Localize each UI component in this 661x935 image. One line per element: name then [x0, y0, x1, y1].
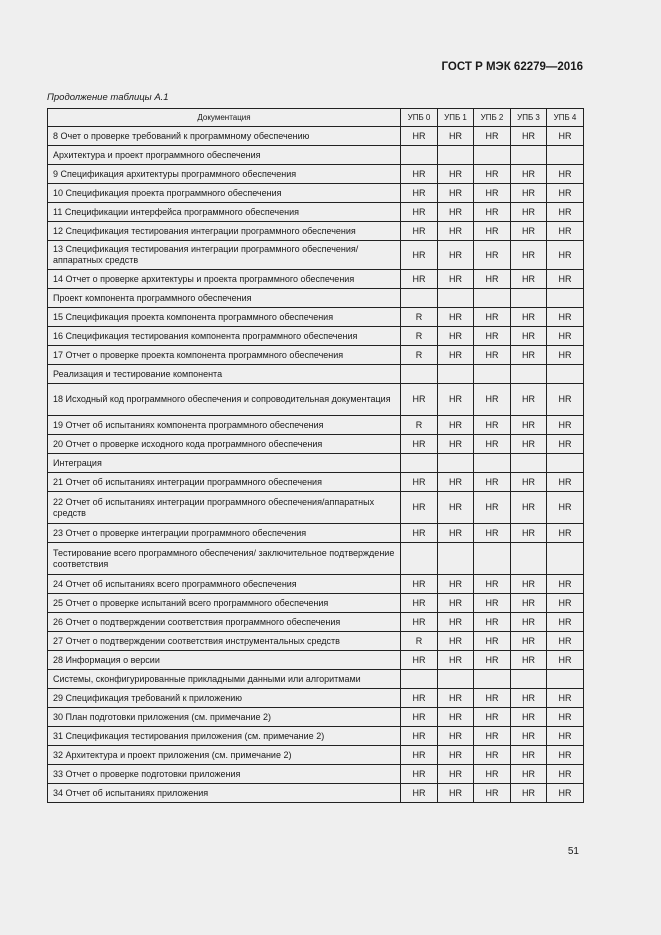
sil-value-cell: HR — [511, 203, 547, 222]
table-row — [48, 146, 584, 165]
sil-value-cell — [511, 543, 547, 575]
sil-value-cell: HR — [511, 308, 547, 327]
table-row — [48, 594, 584, 613]
sil-value-cell: HR — [474, 632, 511, 651]
table-row — [48, 708, 584, 727]
sil-value-cell — [474, 543, 511, 575]
sil-value-cell: HR — [401, 184, 438, 203]
sil-value-cell — [547, 146, 584, 165]
document-name-cell: 32 Архитектура и проект приложения (см. примечание 2) — [48, 746, 401, 765]
table-row — [48, 203, 584, 222]
sil-value-cell: HR — [547, 632, 584, 651]
document-name-cell: Системы, сконфигурированные прикладными данными или алгоритмами — [48, 670, 401, 689]
table-row — [48, 384, 584, 416]
document-name-cell: 8 Очет о проверке требований к программному обеспечению — [48, 127, 401, 146]
sil-value-cell: HR — [401, 594, 438, 613]
sil-value-cell — [511, 365, 547, 384]
sil-value-cell: HR — [401, 241, 438, 270]
sil-value-cell: HR — [401, 165, 438, 184]
table-header-row — [48, 109, 584, 127]
sil-value-cell: HR — [438, 165, 474, 184]
table-row — [48, 365, 584, 384]
table-row — [48, 575, 584, 594]
sil-value-cell: HR — [511, 346, 547, 365]
sil-value-cell: HR — [474, 765, 511, 784]
sil-value-cell: HR — [511, 594, 547, 613]
sil-value-cell: HR — [438, 416, 474, 435]
sil-value-cell: HR — [438, 727, 474, 746]
document-name-cell: 31 Спецификация тестирования приложения (см. примечание 2) — [48, 727, 401, 746]
sil-value-cell: HR — [547, 765, 584, 784]
sil-value-cell: HR — [511, 127, 547, 146]
sil-value-cell — [547, 543, 584, 575]
document-name-cell: 10 Спецификация проекта программного обеспечения — [48, 184, 401, 203]
sil-value-cell: HR — [511, 524, 547, 543]
sil-value-cell: HR — [401, 613, 438, 632]
document-name-cell: 17 Отчет о проверке проекта компонента программного обеспечения — [48, 346, 401, 365]
sil-value-cell — [511, 454, 547, 473]
sil-value-cell: HR — [438, 689, 474, 708]
sil-value-cell: HR — [474, 613, 511, 632]
sil-value-cell — [401, 365, 438, 384]
document-name-cell: 25 Отчет о проверке испытаний всего программного обеспечения — [48, 594, 401, 613]
sil-value-cell — [547, 365, 584, 384]
sil-value-cell: HR — [401, 127, 438, 146]
sil-value-cell: HR — [438, 746, 474, 765]
document-name-cell: 13 Спецификация тестирования интеграции программного обеспечения/аппаратных средств — [48, 241, 401, 270]
sil-value-cell: HR — [438, 524, 474, 543]
document-name-cell: Проект компонента программного обеспечения — [48, 289, 401, 308]
sil-value-cell — [438, 543, 474, 575]
table-row — [48, 416, 584, 435]
sil-value-cell — [438, 365, 474, 384]
sil-value-cell: HR — [547, 613, 584, 632]
sil-value-cell: HR — [438, 765, 474, 784]
sil-value-cell: HR — [474, 270, 511, 289]
sil-value-cell: HR — [474, 435, 511, 454]
table-row — [48, 454, 584, 473]
table-row — [48, 346, 584, 365]
table-row — [48, 289, 584, 308]
sil-value-cell: R — [401, 416, 438, 435]
sil-value-cell: HR — [547, 689, 584, 708]
document-name-cell: 19 Отчет об испытаниях компонента программного обеспечения — [48, 416, 401, 435]
document-name-cell: 22 Отчет об испытаниях интеграции программного обеспечения/аппаратных средств — [48, 492, 401, 524]
sil-value-cell: HR — [547, 594, 584, 613]
table-row — [48, 784, 584, 803]
table-row — [48, 165, 584, 184]
sil-value-cell: HR — [401, 651, 438, 670]
sil-value-cell: HR — [474, 346, 511, 365]
sil-value-cell: HR — [438, 632, 474, 651]
sil-value-cell: HR — [438, 184, 474, 203]
sil-value-cell: HR — [438, 435, 474, 454]
sil-value-cell: HR — [474, 492, 511, 524]
table-row — [48, 270, 584, 289]
sil-value-cell: HR — [438, 651, 474, 670]
sil-value-cell: HR — [474, 327, 511, 346]
sil-value-cell — [511, 670, 547, 689]
sil-value-cell — [438, 670, 474, 689]
sil-value-cell — [547, 454, 584, 473]
sil-value-cell: HR — [511, 784, 547, 803]
sil-value-cell: HR — [438, 308, 474, 327]
sil-value-cell: HR — [401, 384, 438, 416]
sil-value-cell: HR — [547, 784, 584, 803]
sil-value-cell: HR — [511, 708, 547, 727]
sil-value-cell: HR — [401, 689, 438, 708]
sil-value-cell: HR — [474, 575, 511, 594]
sil-value-cell: HR — [401, 784, 438, 803]
sil-value-cell: HR — [511, 746, 547, 765]
sil-value-cell: HR — [401, 765, 438, 784]
sil-value-cell: HR — [511, 727, 547, 746]
document-name-cell: 23 Отчет о проверке интеграции программного обеспечения — [48, 524, 401, 543]
sil-value-cell: HR — [438, 784, 474, 803]
sil-value-cell — [474, 670, 511, 689]
sil-value-cell: HR — [438, 222, 474, 241]
sil-value-cell: HR — [547, 308, 584, 327]
sil-value-cell: HR — [438, 384, 474, 416]
table-row — [48, 727, 584, 746]
table-row — [48, 473, 584, 492]
sil-value-cell: HR — [511, 613, 547, 632]
sil-value-cell: HR — [474, 473, 511, 492]
table-row — [48, 222, 584, 241]
document-name-cell: Тестирование всего программного обеспечения/ заключительное подтверждение соответствия — [48, 543, 401, 575]
sil-value-cell: HR — [547, 346, 584, 365]
sil-value-cell: HR — [547, 384, 584, 416]
sil-value-cell: HR — [474, 184, 511, 203]
documentation-table — [47, 108, 584, 803]
sil-value-cell: HR — [547, 184, 584, 203]
document-name-cell: 20 Отчет о проверке исходного кода программного обеспечения — [48, 435, 401, 454]
sil-value-cell: HR — [511, 435, 547, 454]
sil-value-cell — [547, 289, 584, 308]
table-row — [48, 308, 584, 327]
column-header: Документация — [48, 109, 401, 127]
table-row — [48, 524, 584, 543]
sil-value-cell: HR — [401, 492, 438, 524]
sil-value-cell: HR — [438, 327, 474, 346]
sil-value-cell: R — [401, 632, 438, 651]
sil-value-cell: HR — [474, 203, 511, 222]
sil-value-cell: HR — [547, 708, 584, 727]
document-name-cell: 27 Отчет о подтверждении соответствия инструментальных средств — [48, 632, 401, 651]
table-row — [48, 670, 584, 689]
sil-value-cell: HR — [511, 241, 547, 270]
sil-value-cell: HR — [438, 270, 474, 289]
sil-value-cell: HR — [547, 473, 584, 492]
sil-value-cell: HR — [438, 613, 474, 632]
sil-value-cell: HR — [401, 746, 438, 765]
sil-value-cell: HR — [474, 241, 511, 270]
sil-value-cell: HR — [511, 632, 547, 651]
sil-value-cell — [401, 289, 438, 308]
table-row — [48, 184, 584, 203]
sil-value-cell: R — [401, 346, 438, 365]
sil-value-cell: HR — [474, 416, 511, 435]
sil-value-cell: HR — [547, 270, 584, 289]
table-row — [48, 765, 584, 784]
document-name-cell: 15 Спецификация проекта компонента программного обеспечения — [48, 308, 401, 327]
document-name-cell: 33 Отчет о проверке подготовки приложения — [48, 765, 401, 784]
sil-value-cell: HR — [547, 203, 584, 222]
sil-value-cell: R — [401, 308, 438, 327]
sil-value-cell: HR — [401, 524, 438, 543]
sil-value-cell: HR — [401, 203, 438, 222]
table-row — [48, 632, 584, 651]
sil-value-cell: HR — [511, 165, 547, 184]
sil-value-cell: HR — [511, 689, 547, 708]
document-name-cell: 9 Спецификация архитектуры программного обеспечения — [48, 165, 401, 184]
sil-value-cell: HR — [474, 689, 511, 708]
sil-value-cell: HR — [438, 203, 474, 222]
sil-value-cell: HR — [401, 727, 438, 746]
sil-value-cell: HR — [401, 708, 438, 727]
sil-value-cell: HR — [474, 594, 511, 613]
document-name-cell: 12 Спецификация тестирования интеграции программного обеспечения — [48, 222, 401, 241]
sil-value-cell: HR — [511, 184, 547, 203]
sil-value-cell: HR — [474, 165, 511, 184]
table-row — [48, 241, 584, 270]
sil-value-cell — [401, 454, 438, 473]
sil-value-cell: HR — [511, 384, 547, 416]
sil-value-cell: HR — [547, 327, 584, 346]
sil-value-cell: HR — [438, 594, 474, 613]
column-header: УПБ 3 — [511, 109, 547, 127]
sil-value-cell: HR — [547, 727, 584, 746]
sil-value-cell: HR — [511, 575, 547, 594]
sil-value-cell: HR — [547, 575, 584, 594]
sil-value-cell: HR — [401, 473, 438, 492]
sil-value-cell — [401, 543, 438, 575]
sil-value-cell: HR — [547, 524, 584, 543]
sil-value-cell: HR — [547, 416, 584, 435]
sil-value-cell: HR — [474, 308, 511, 327]
sil-value-cell — [511, 289, 547, 308]
table-row — [48, 613, 584, 632]
sil-value-cell: HR — [401, 222, 438, 241]
sil-value-cell: HR — [547, 746, 584, 765]
document-name-cell: 21 Отчет об испытаниях интеграции программного обеспечения — [48, 473, 401, 492]
sil-value-cell: HR — [511, 651, 547, 670]
sil-value-cell — [438, 146, 474, 165]
sil-value-cell: HR — [474, 651, 511, 670]
sil-value-cell — [474, 365, 511, 384]
sil-value-cell: HR — [547, 492, 584, 524]
sil-value-cell: HR — [547, 651, 584, 670]
document-name-cell: 29 Спецификация требований к приложению — [48, 689, 401, 708]
table-row — [48, 746, 584, 765]
sil-value-cell — [401, 670, 438, 689]
table-row — [48, 651, 584, 670]
standard-header: ГОСТ Р МЭК 62279—2016 — [441, 61, 583, 73]
sil-value-cell: HR — [511, 270, 547, 289]
document-name-cell: 26 Отчет о подтверждении соответствия программного обеспечения — [48, 613, 401, 632]
sil-value-cell: HR — [511, 416, 547, 435]
document-name-cell: 28 Информация о версии — [48, 651, 401, 670]
sil-value-cell: HR — [511, 327, 547, 346]
sil-value-cell — [511, 146, 547, 165]
document-name-cell: 14 Отчет о проверке архитектуры и проекта программного обеспечения — [48, 270, 401, 289]
sil-value-cell: HR — [511, 492, 547, 524]
sil-value-cell — [547, 670, 584, 689]
document-name-cell: Архитектура и проект программного обеспечения — [48, 146, 401, 165]
sil-value-cell: HR — [474, 784, 511, 803]
sil-value-cell — [474, 454, 511, 473]
sil-value-cell: HR — [547, 165, 584, 184]
sil-value-cell — [474, 289, 511, 308]
sil-value-cell: HR — [438, 708, 474, 727]
sil-value-cell: HR — [438, 575, 474, 594]
table-row — [48, 327, 584, 346]
sil-value-cell: HR — [474, 746, 511, 765]
sil-value-cell: HR — [438, 241, 474, 270]
table-caption: Продолжение таблицы А.1 — [47, 92, 169, 103]
sil-value-cell: HR — [438, 473, 474, 492]
sil-value-cell — [438, 289, 474, 308]
sil-value-cell: HR — [474, 708, 511, 727]
sil-value-cell: HR — [474, 727, 511, 746]
sil-value-cell: HR — [511, 473, 547, 492]
table-row — [48, 435, 584, 454]
table-row — [48, 127, 584, 146]
column-header: УПБ 1 — [438, 109, 474, 127]
sil-value-cell: HR — [547, 222, 584, 241]
sil-value-cell: HR — [438, 346, 474, 365]
sil-value-cell — [401, 146, 438, 165]
sil-value-cell: HR — [438, 127, 474, 146]
sil-value-cell — [474, 146, 511, 165]
sil-value-cell: R — [401, 327, 438, 346]
sil-value-cell: HR — [401, 575, 438, 594]
sil-value-cell: HR — [438, 492, 474, 524]
sil-value-cell: HR — [474, 524, 511, 543]
document-name-cell: 30 План подготовки приложения (см. примечание 2) — [48, 708, 401, 727]
sil-value-cell: HR — [547, 241, 584, 270]
document-name-cell: Интеграция — [48, 454, 401, 473]
sil-value-cell: HR — [511, 765, 547, 784]
column-header: УПБ 2 — [474, 109, 511, 127]
column-header: УПБ 0 — [401, 109, 438, 127]
sil-value-cell — [438, 454, 474, 473]
table-row — [48, 543, 584, 575]
sil-value-cell: HR — [511, 222, 547, 241]
document-name-cell: 18 Исходный код программного обеспечения и сопроводительная документация — [48, 384, 401, 416]
column-header: УПБ 4 — [547, 109, 584, 127]
sil-value-cell: HR — [547, 435, 584, 454]
document-name-cell: Реализация и тестирование компонента — [48, 365, 401, 384]
sil-value-cell: HR — [401, 270, 438, 289]
page-number: 51 — [567, 846, 579, 857]
sil-value-cell: HR — [474, 222, 511, 241]
document-name-cell: 24 Отчет об испытаниях всего программного обеспечения — [48, 575, 401, 594]
document-name-cell: 11 Спецификации интерфейса программного обеспечения — [48, 203, 401, 222]
document-name-cell: 34 Отчет об испытаниях приложения — [48, 784, 401, 803]
table-row — [48, 492, 584, 524]
sil-value-cell: HR — [474, 127, 511, 146]
sil-value-cell: HR — [474, 384, 511, 416]
table-row — [48, 689, 584, 708]
sil-value-cell: HR — [547, 127, 584, 146]
document-name-cell: 16 Спецификация тестирования компонента программного обеспечения — [48, 327, 401, 346]
sil-value-cell: HR — [401, 435, 438, 454]
